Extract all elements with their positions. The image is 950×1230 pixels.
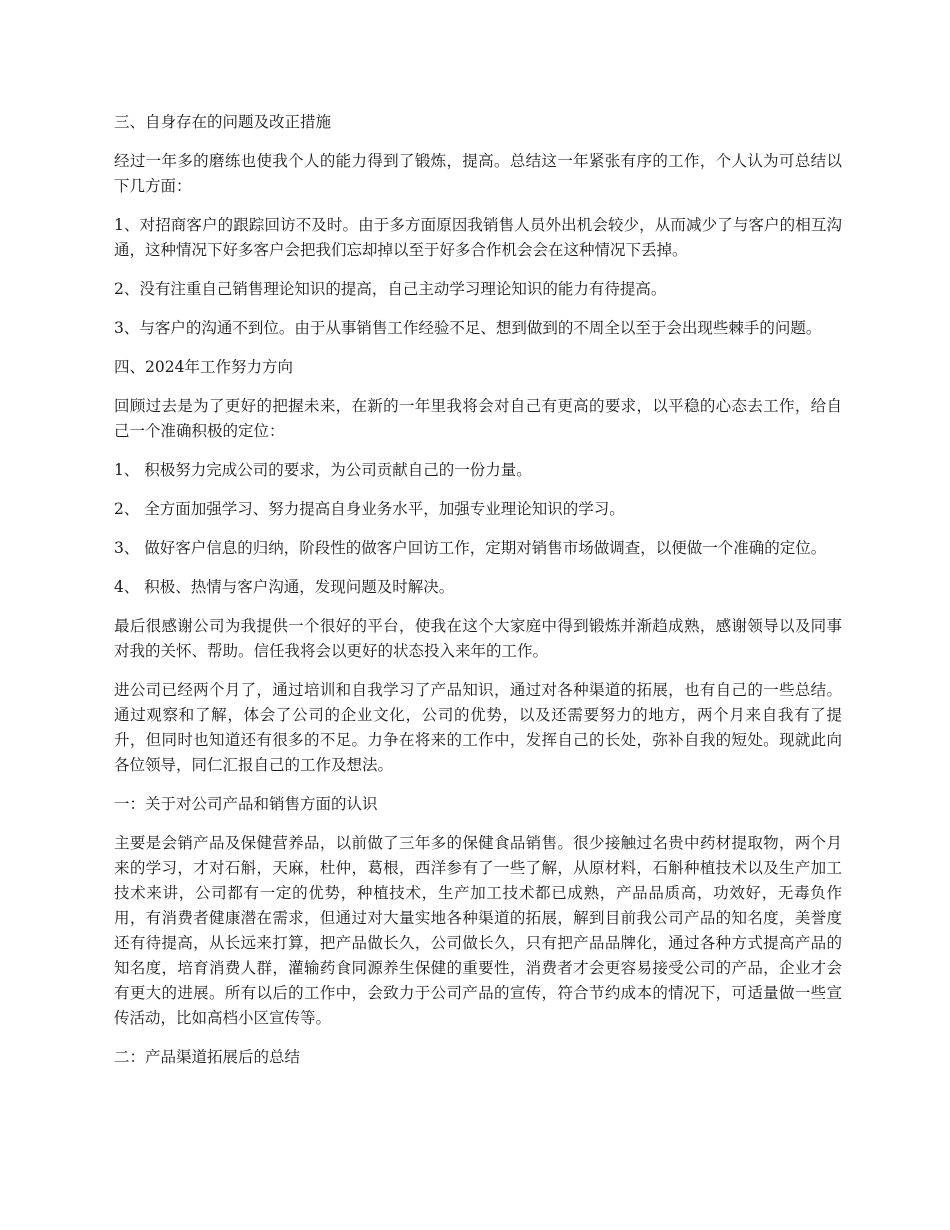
goal-item-3: 3、 做好客户信息的归纳，阶段性的做客户回访工作，定期对销售市场做调查，以便做一个准确的定位。 <box>114 539 827 557</box>
goal-item-2: 2、 全方面加强学习、努力提高自身业务水平，加强专业理论知识的学习。 <box>114 500 625 518</box>
paragraph-thanks: 最后很感谢公司为我提供一个很好的平台，使我在这个大家庭中得到锻炼并渐趋成熟，感谢领导以及同事对我的关怀、帮助。信任我将会以更好的状态投入来年的工作。 <box>114 617 842 660</box>
paragraph-intro: 经过一年多的磨练也使我个人的能力得到了锻炼，提高。总结这一年紧张有序的工作，个人认为可总结以下几方面： <box>114 152 842 195</box>
problem-item-2: 2、没有注重自己销售理论知识的提高，自己主动学习理论知识的能力有待提高。 <box>114 280 667 298</box>
document-page <box>114 110 842 1084</box>
goal-item-4: 4、 积极、热情与客户沟通，发现问题及时解决。 <box>114 578 455 596</box>
section-heading-channels: 二：产品渠道拓展后的总结 <box>114 1048 301 1066</box>
problem-item-3: 3、与客户的沟通不到位。由于从事销售工作经验不足、想到做到的不周全以至于会出现些棘手的问题。 <box>114 319 822 337</box>
section-heading-direction: 四、2024年工作努力方向 <box>114 358 293 376</box>
goal-item-1: 1、 积极努力完成公司的要求，为公司贡献自己的一份力量。 <box>114 461 532 479</box>
section-heading-products: 一：关于对公司产品和销售方面的认识 <box>114 795 378 813</box>
section-heading-problems: 三、自身存在的问题及改正措施 <box>114 113 332 131</box>
problem-item-1: 1、对招商客户的跟踪回访不及时。由于多方面原因我销售人员外出机会较少，从而减少了与客户的相互沟通，这种情况下好多客户会把我们忘却掉以至于好多合作机会会在这种情况下丢掉。 <box>114 216 842 259</box>
paragraph-review: 回顾过去是为了更好的把握未来，在新的一年里我将会对自己有更高的要求，以平稳的心态去工作，给自己一个准确积极的定位： <box>114 397 842 440</box>
paragraph-products: 主要是会销产品及保健营养品，以前做了三年多的保健食品销售。很少接触过名贵中药材提取物，两个月来的学习，才对石斛，天麻，杜仲，葛根，西洋参有了一些了解，从原材料，石斛种植技术以及生产加工技术来讲，公司都有一定的优势，种植技术，生产加工技术都已成熟，产品品质高，功效好，无毒负作用，有消费者健康潜在需求，但通过对大量实地各种渠道的拓展，解到目前我公司产品的知名度，美誉度还有待提高，从长远来打算，把产品做长久，公司做长久，只有把产品品牌化，通过各种方式提高产品的知名度，培育消费人群，灌输药食同源养生保健的重要性，消费者才会更容易接受公司的产品，企业才会有更大的进展。所有以后的工作中，会致力于公司产品的宣传，符合节约成本的情况下，可适量做一些宣传活动，比如高档小区宣传等。 <box>114 834 842 1027</box>
paragraph-two-months: 进公司已经两个月了，通过培训和自我学习了产品知识，通过对各种渠道的拓展，也有自己的一些总结。通过观察和了解，体会了公司的企业文化，公司的优势，以及还需要努力的地方，两个月来自我有了提升，但同时也知道还有很多的不足。力争在将来的工作中，发挥自己的长处，弥补自我的短处。现就此向各位领导，同仁汇报自己的工作及想法。 <box>114 681 842 774</box>
